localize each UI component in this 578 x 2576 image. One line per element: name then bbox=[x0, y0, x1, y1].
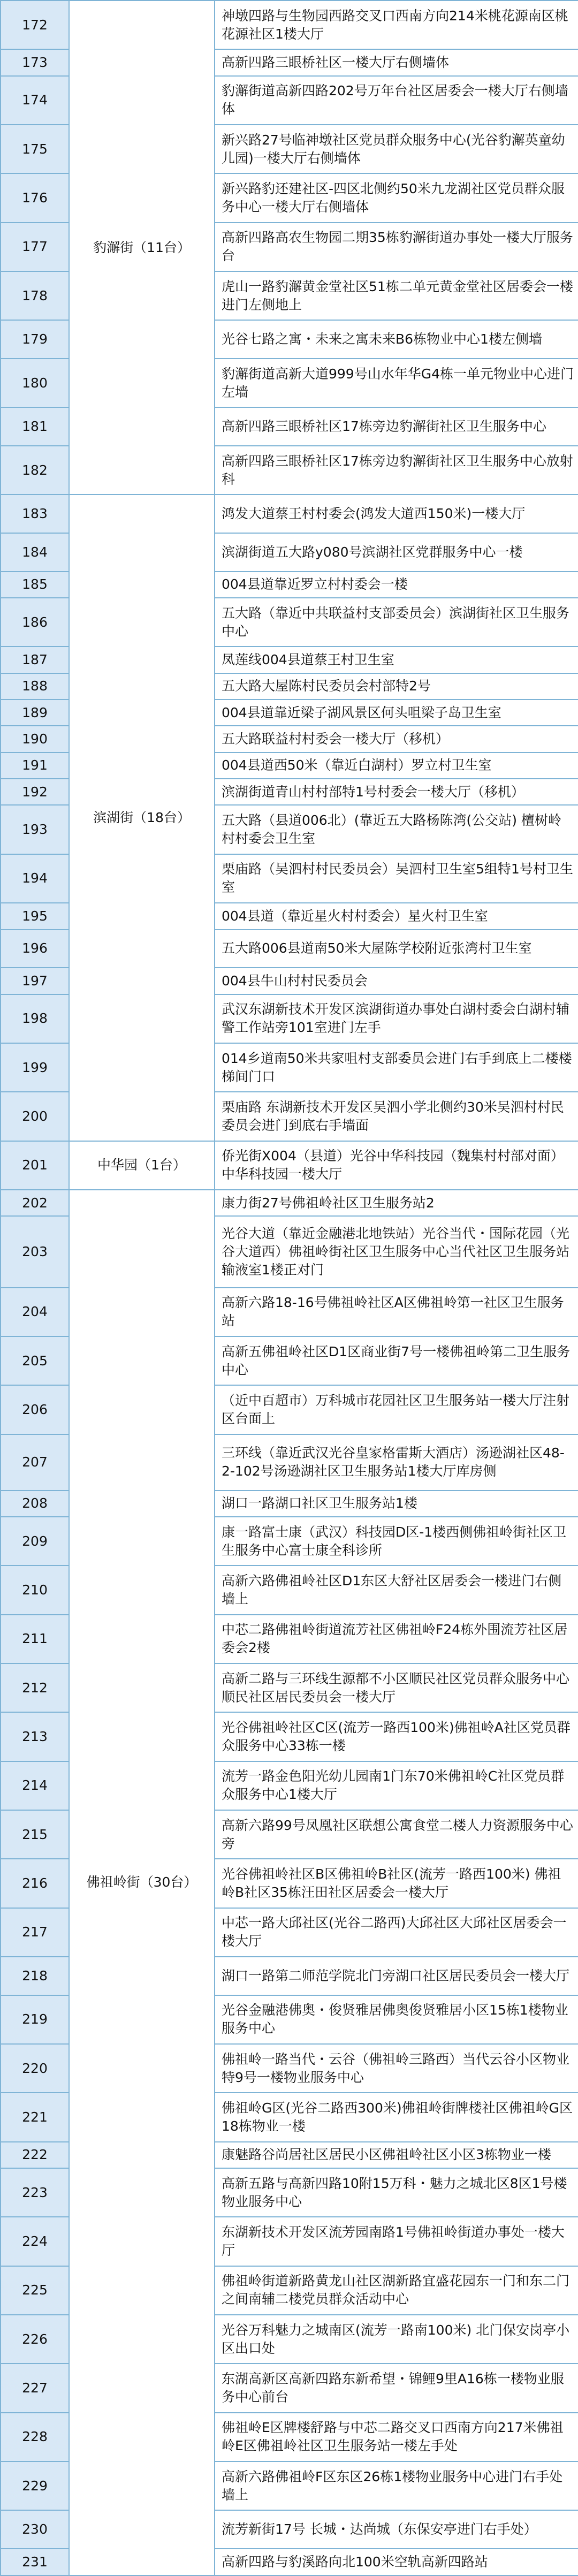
row-number: 230 bbox=[1, 2510, 69, 2549]
row-number: 219 bbox=[1, 1995, 69, 2044]
row-number: 212 bbox=[1, 1663, 69, 1712]
location-address: 光谷大道（靠近金融港北地铁站）光谷当代・国际花园（光谷大道西）佛祖岭街社区卫生服务中心当代社区卫生服务站输液室1楼正对门 bbox=[215, 1216, 578, 1287]
location-address: 高新六路佛祖岭F区东区26栋1楼物业服务中心进门右手处墙上 bbox=[215, 2461, 578, 2510]
location-address: 康力街27号佛祖岭社区卫生服务站2 bbox=[215, 1190, 578, 1216]
location-address: 五大路（靠近中共联益村支部委员会）滨湖街社区卫生服务中心 bbox=[215, 598, 578, 647]
location-address: 流芳一路金色阳光幼儿园南1门东70米佛祖岭C社区党员群众服务中心1楼大厅 bbox=[215, 1761, 578, 1810]
row-number: 172 bbox=[1, 1, 69, 49]
row-number: 211 bbox=[1, 1615, 69, 1663]
row-number: 204 bbox=[1, 1288, 69, 1336]
location-address: 高新六路佛祖岭社区D1东区大舒社区居委会一楼进门右侧墙上 bbox=[215, 1566, 578, 1614]
row-number: 225 bbox=[1, 2266, 69, 2315]
location-address: 五大路006县道南50米大屋陈学校附近张湾村卫生室 bbox=[215, 930, 578, 968]
location-address: 004县道靠近罗立村村委会一楼 bbox=[215, 572, 578, 598]
location-address: 鸿发大道蔡王村村委会(鸿发大道西150米)一楼大厅 bbox=[215, 495, 578, 533]
row-number: 208 bbox=[1, 1491, 69, 1517]
location-address: 湖口一路湖口社区卫生服务站1楼 bbox=[215, 1491, 578, 1517]
row-number: 213 bbox=[1, 1712, 69, 1761]
location-address: 中芯一路大邱社区(光谷二路西)大邱社区大邱社区居委会一楼大厅 bbox=[215, 1908, 578, 1957]
row-number: 229 bbox=[1, 2461, 69, 2510]
location-address: 东湖新技术开发区流芳园南路1号佛祖岭街道办事处一楼大厅 bbox=[215, 2217, 578, 2266]
location-address: 高新四路与豹溪路向北100米空轨高新四路站 bbox=[215, 2549, 578, 2575]
table-row bbox=[1, 495, 578, 533]
street-group-label: 滨湖街（18台） bbox=[69, 495, 215, 1141]
row-number: 197 bbox=[1, 968, 69, 994]
row-number: 202 bbox=[1, 1190, 69, 1216]
row-number: 182 bbox=[1, 446, 69, 495]
location-address: 高新四路高农生物园二期35栋豹澥街道办事处一楼大厅服务台 bbox=[215, 223, 578, 271]
row-number: 209 bbox=[1, 1517, 69, 1566]
location-address: 高新六路99号凤凰社区联想公寓食堂二楼人力资源服务中心旁 bbox=[215, 1810, 578, 1859]
row-number: 191 bbox=[1, 753, 69, 779]
row-number: 231 bbox=[1, 2549, 69, 2575]
row-number: 223 bbox=[1, 2168, 69, 2217]
location-address: 佛祖岭G区(光谷二路西300米)佛祖岭街牌楼社区佛祖岭G区18栋物业一楼 bbox=[215, 2093, 578, 2141]
location-address: 高新四路三眼桥社区一楼大厅右侧墙体 bbox=[215, 49, 578, 75]
row-number: 176 bbox=[1, 173, 69, 222]
location-address: 新兴路豹还建社区-四区北侧约50米九龙湖社区党员群众服务中心一楼大厅右侧墙体 bbox=[215, 173, 578, 222]
row-number: 224 bbox=[1, 2217, 69, 2266]
row-number: 205 bbox=[1, 1336, 69, 1385]
location-address: 高新四路三眼桥社区17栋旁边豹澥街社区卫生服务中心放射科 bbox=[215, 446, 578, 495]
location-address: 高新四路三眼桥社区17栋旁边豹澥街社区卫生服务中心 bbox=[215, 407, 578, 446]
location-address: 佛祖岭街道新路黄龙山社区湖新路宜盛花园东一门和东二门之间南辅二楼党员群众活动中心 bbox=[215, 2266, 578, 2315]
table-row bbox=[1, 1190, 578, 1216]
location-address: 五大路联益村村委会一楼大厅（移机） bbox=[215, 726, 578, 752]
row-number: 207 bbox=[1, 1434, 69, 1491]
row-number: 188 bbox=[1, 673, 69, 700]
location-address: 豹澥街道高新四路202号万年台社区居委会一楼大厅右侧墙体 bbox=[215, 76, 578, 125]
row-number: 214 bbox=[1, 1761, 69, 1810]
row-number: 187 bbox=[1, 647, 69, 673]
location-address: 流芳新街17号 长城・达尚城（东保安亭进门右手处） bbox=[215, 2510, 578, 2549]
row-number: 222 bbox=[1, 2142, 69, 2168]
location-address: 神墩四路与生物园西路交叉口西南方向214米桃花源南区桃花源社区1楼大厅 bbox=[215, 1, 578, 49]
location-address: 侨光街X004（县道）光谷中华科技园（魏集村村部对面）中华科技园一楼大厅 bbox=[215, 1141, 578, 1190]
station-table-body bbox=[1, 1, 578, 2575]
row-number: 210 bbox=[1, 1566, 69, 1614]
location-address: 光谷佛祖岭社区C区(流芳一路西100米)佛祖岭A社区党员群众服务中心33栋一楼 bbox=[215, 1712, 578, 1761]
row-number: 175 bbox=[1, 125, 69, 173]
row-number: 227 bbox=[1, 2364, 69, 2412]
row-number: 215 bbox=[1, 1810, 69, 1859]
location-address: 五大路（县道006北）(靠近五大路杨陈湾(公交站) 檀树岭村村委会卫生室 bbox=[215, 805, 578, 854]
row-number: 226 bbox=[1, 2315, 69, 2364]
row-number: 179 bbox=[1, 320, 69, 359]
row-number: 192 bbox=[1, 779, 69, 805]
location-address: 滨湖街道五大路y080号滨湖社区党群服务中心一楼 bbox=[215, 533, 578, 572]
row-number: 186 bbox=[1, 598, 69, 647]
location-address: 栗庙路（吴泗村村民委员会）吴泗村卫生室5组特1号村卫生室 bbox=[215, 854, 578, 903]
row-number: 198 bbox=[1, 994, 69, 1043]
table-row bbox=[1, 1, 578, 49]
location-address: 新兴路27号临神墩社区党员群众服务中心(光谷豹澥英童幼儿园)一楼大厅右侧墙体 bbox=[215, 125, 578, 173]
location-address: 014乡道南50米共家咀村支部委员会进门右手到底上二楼楼梯间门口 bbox=[215, 1043, 578, 1092]
street-group-label: 中华园（1台） bbox=[69, 1141, 215, 1190]
row-number: 180 bbox=[1, 359, 69, 407]
row-number: 195 bbox=[1, 903, 69, 929]
row-number: 177 bbox=[1, 223, 69, 271]
row-number: 203 bbox=[1, 1216, 69, 1287]
row-number: 220 bbox=[1, 2044, 69, 2093]
row-number: 217 bbox=[1, 1908, 69, 1957]
location-address: 004县道靠近梁子湖风景区何头咀梁子岛卫生室 bbox=[215, 700, 578, 726]
row-number: 173 bbox=[1, 49, 69, 75]
location-address: 五大路大屋陈村民委员会村部特2号 bbox=[215, 673, 578, 700]
location-address: 栗庙路 东湖新技术开发区吴泗小学北侧约30米吴泗村村民委员会进门到底右手墙面 bbox=[215, 1092, 578, 1141]
row-number: 189 bbox=[1, 700, 69, 726]
location-address: 高新五佛祖岭社区D1区商业街7号一楼佛祖岭第二卫生服务中心 bbox=[215, 1336, 578, 1385]
row-number: 199 bbox=[1, 1043, 69, 1092]
row-number: 185 bbox=[1, 572, 69, 598]
location-address: 光谷金融港佛奥・俊贤雅居佛奥俊贤雅居小区15栋1楼物业服务中心 bbox=[215, 1995, 578, 2044]
location-address: 004县道西50米（靠近白湖村）罗立村卫生室 bbox=[215, 753, 578, 779]
street-group-label: 豹澥街（11台） bbox=[69, 1, 215, 495]
location-address: 佛祖岭E区牌楼舒路与中芯二路交叉口西南方向217米佛祖岭E区佛祖岭社区卫生服务站一楼左手处 bbox=[215, 2413, 578, 2461]
location-address: 康魅路谷尚居社区居民小区佛祖岭社区小区3栋物业一楼 bbox=[215, 2142, 578, 2168]
location-address: 三环线（靠近武汉光谷皇家格雷斯大酒店）汤逊湖社区48-2-102号汤逊湖社区卫生服务站1楼大厅库房侧 bbox=[215, 1434, 578, 1491]
location-address: 高新五路与高新四路10附15万科・魅力之城北区8区1号楼物业服务中心 bbox=[215, 2168, 578, 2217]
location-address: 中芯二路佛祖岭街道流芳社区佛祖岭F24栋外围流芳社区居委会2楼 bbox=[215, 1615, 578, 1663]
location-address: 武汉东湖新技术开发区滨湖街道办事处白湖村委会白湖村辅警工作站旁101室进门左手 bbox=[215, 994, 578, 1043]
row-number: 184 bbox=[1, 533, 69, 572]
location-address: 高新六路18-16号佛祖岭社区A区佛祖岭第一社区卫生服务站 bbox=[215, 1288, 578, 1336]
location-address: 004县牛山村村民委员会 bbox=[215, 968, 578, 994]
location-address: 佛祖岭一路当代・云谷（佛祖岭三路西）当代云谷小区物业特9号一楼物业服务中心 bbox=[215, 2044, 578, 2093]
row-number: 194 bbox=[1, 854, 69, 903]
row-number: 193 bbox=[1, 805, 69, 854]
row-number: 174 bbox=[1, 76, 69, 125]
location-address: 高新二路与三环线生源都不小区顺民社区党员群众服务中心顺民社区居民委员会一楼大厅 bbox=[215, 1663, 578, 1712]
location-address: （近中百超市）万科城市花园社区卫生服务站一楼大厅注射区台面上 bbox=[215, 1385, 578, 1434]
row-number: 206 bbox=[1, 1385, 69, 1434]
row-number: 221 bbox=[1, 2093, 69, 2141]
location-address: 光谷佛祖岭社区B区佛祖岭B社区(流芳一路西100米) 佛祖岭B社区35栋汪田社区居委会一楼大厅 bbox=[215, 1859, 578, 1908]
location-address: 滨湖街道青山村村部特1号村委会一楼大厅（移机） bbox=[215, 779, 578, 805]
row-number: 178 bbox=[1, 271, 69, 320]
location-address: 湖口一路第二师范学院北门旁湖口社区居民委员会一楼大厅 bbox=[215, 1957, 578, 1995]
location-address: 光谷七路之寓・未来之寓未来B6栋物业中心1楼左侧墙 bbox=[215, 320, 578, 359]
location-address: 凤莲线004县道蔡王村卫生室 bbox=[215, 647, 578, 673]
location-address: 东湖高新区高新四路东新希望・锦鲤9里A16栋一楼物业服务中心前台 bbox=[215, 2364, 578, 2412]
location-address: 虎山一路豹澥黄金堂社区51栋二单元黄金堂社区居委会一楼进门左侧地上 bbox=[215, 271, 578, 320]
street-group-label: 佛祖岭街（30台） bbox=[69, 1190, 215, 2575]
row-number: 201 bbox=[1, 1141, 69, 1190]
row-number: 218 bbox=[1, 1957, 69, 1995]
location-address: 光谷万科魅力之城南区(流芳一路南100米) 北门保安岗亭小区出口处 bbox=[215, 2315, 578, 2364]
table-row bbox=[1, 1141, 578, 1190]
row-number: 200 bbox=[1, 1092, 69, 1141]
row-number: 216 bbox=[1, 1859, 69, 1908]
row-number: 196 bbox=[1, 930, 69, 968]
row-number: 183 bbox=[1, 495, 69, 533]
row-number: 190 bbox=[1, 726, 69, 752]
row-number: 228 bbox=[1, 2413, 69, 2461]
row-number: 181 bbox=[1, 407, 69, 446]
location-address: 豹澥街道高新大道999号山水年华G4栋一单元物业中心进门左墙 bbox=[215, 359, 578, 407]
location-address: 004县道（靠近星火村村委会）星火村卫生室 bbox=[215, 903, 578, 929]
location-address: 康一路富士康（武汉）科技园D区-1楼西侧佛祖岭街社区卫生服务中心富士康全科诊所 bbox=[215, 1517, 578, 1566]
